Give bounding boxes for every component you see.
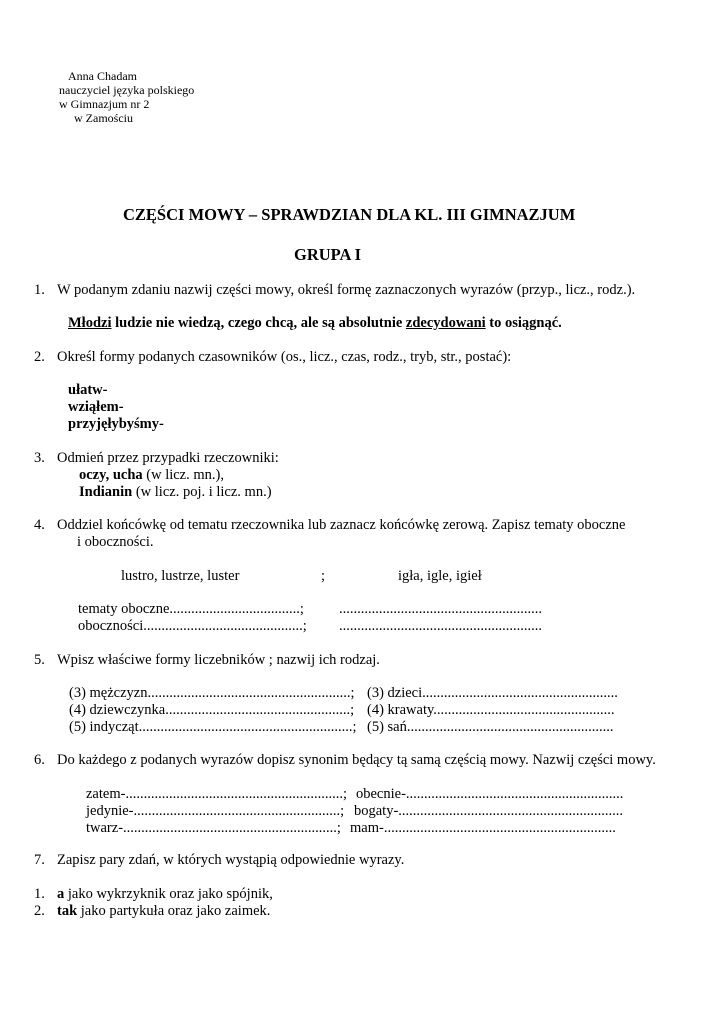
q3-number: 3. (34, 450, 45, 466)
group-title: GRUPA I (294, 245, 362, 264)
q3-line-1-rest: (w licz. mn.), (142, 467, 224, 483)
q5-left-item: (3) mężczyzn........................................................; (69, 685, 355, 701)
q4-number: 4. (34, 517, 45, 533)
q1-sentence-underlined-2: zdecydowani (405, 315, 486, 331)
q1-sentence-underlined-1: Młodzi (68, 315, 112, 331)
q1-sentence (68, 315, 562, 332)
q3-line-2-rest: (w licz. poj. i licz. mn.) (132, 484, 272, 500)
q4-alternations-answer: ........................................................ (339, 618, 542, 634)
q4-topics-line: tematy oboczne....................................; (78, 601, 304, 617)
page-title: CZĘŚCI MOWY – SPRAWDZIAN DLA KL. III GIMNAZJUM (123, 205, 576, 224)
q7-item-bold: tak (57, 903, 78, 919)
q4-words-left: lustro, lustrze, luster (121, 568, 240, 584)
q5-right-item: (3) dzieci...................................................... (367, 685, 618, 701)
q1-text: W podanym zdaniu nazwij części mowy, określ formę zaznaczonych wyrazów (przyp., licz., rodz.). (57, 282, 636, 298)
author-school: w Gimnazjum nr 2 (59, 97, 150, 111)
author-city: w Zamościu (74, 111, 133, 125)
author-role: nauczyciel języka polskiego (59, 83, 195, 97)
q6-left-item: zatem-............................................................; (86, 786, 347, 802)
q3-line-1-bold: oczy, ucha (79, 467, 143, 483)
q5-left-item: (5) indycząt...........................................................; (69, 719, 357, 735)
q5-number: 5. (34, 652, 45, 668)
q4-text-1: Oddziel końcówkę od tematu rzeczownika lub zaznacz końcówkę zerową. Zapisz tematy oboczne (57, 517, 626, 533)
q7-item-rest: jako wykrzyknik oraz jako spójnik, (64, 886, 273, 902)
q7-item-rest: jako partykuła oraz jako zaimek. (77, 903, 271, 919)
q4-text-2: i oboczności. (77, 534, 154, 550)
q4-words-right: igła, igle, igieł (398, 568, 482, 584)
q4-topics-answer: ........................................................ (339, 601, 542, 617)
q7-item-bold: a (57, 886, 65, 902)
q3-line-2-bold: Indianin (79, 484, 133, 500)
q1-number: 1. (34, 282, 45, 298)
q1-sentence-part-2: ludzie nie wiedzą, czego chcą, ale są absolutnie (111, 315, 406, 331)
q6-right-item: mam-................................................................ (350, 820, 616, 836)
q5-right-item: (5) sań......................................................... (367, 719, 614, 735)
q7-text: Zapisz pary zdań, w których wystąpią odpowiednie wyrazy. (57, 852, 405, 868)
q6-text: Do każdego z podanych wyrazów dopisz synonim będący tą samą częścią mowy. Nazwij części mowy. (57, 752, 656, 768)
q6-right-item: obecnie-............................................................ (356, 786, 624, 802)
q7-item-number: 1. (34, 886, 45, 902)
q2-text: Określ formy podanych czasowników (os., licz., czas, rodz., tryb, str., postać): (57, 349, 512, 365)
q2-word: przyjęłybyśmy- (68, 416, 164, 432)
q7-item (57, 903, 270, 920)
q6-left-item: jedynie-.........................................................; (86, 803, 345, 819)
q7-item (57, 886, 273, 903)
q6-number: 6. (34, 752, 45, 768)
q3-line-2 (79, 484, 272, 501)
q5-right-item: (4) krawaty.................................................. (367, 702, 615, 718)
q1-sentence-part-4: to osiągnąć. (485, 315, 562, 331)
q3-line-1 (79, 467, 224, 484)
q3-text: Odmień przez przypadki rzeczowniki: (57, 450, 279, 466)
q4-separator: ; (321, 568, 326, 584)
q7-number: 7. (34, 852, 45, 868)
q5-left-item: (4) dziewczynka...................................................; (69, 702, 355, 718)
q5-text: Wpisz właściwe formy liczebników ; nazwij ich rodzaj. (57, 652, 380, 668)
q2-word: ułatw- (68, 382, 108, 398)
author-name: Anna Chadam (68, 69, 137, 83)
q2-number: 2. (34, 349, 45, 365)
q6-right-item: bogaty-.............................................................. (354, 803, 624, 819)
q2-word: wziąłem- (68, 399, 124, 415)
q6-left-item: twarz-...........................................................; (86, 820, 341, 836)
q7-item-number: 2. (34, 903, 45, 919)
q4-alternations-line: oboczności............................................; (78, 618, 307, 634)
